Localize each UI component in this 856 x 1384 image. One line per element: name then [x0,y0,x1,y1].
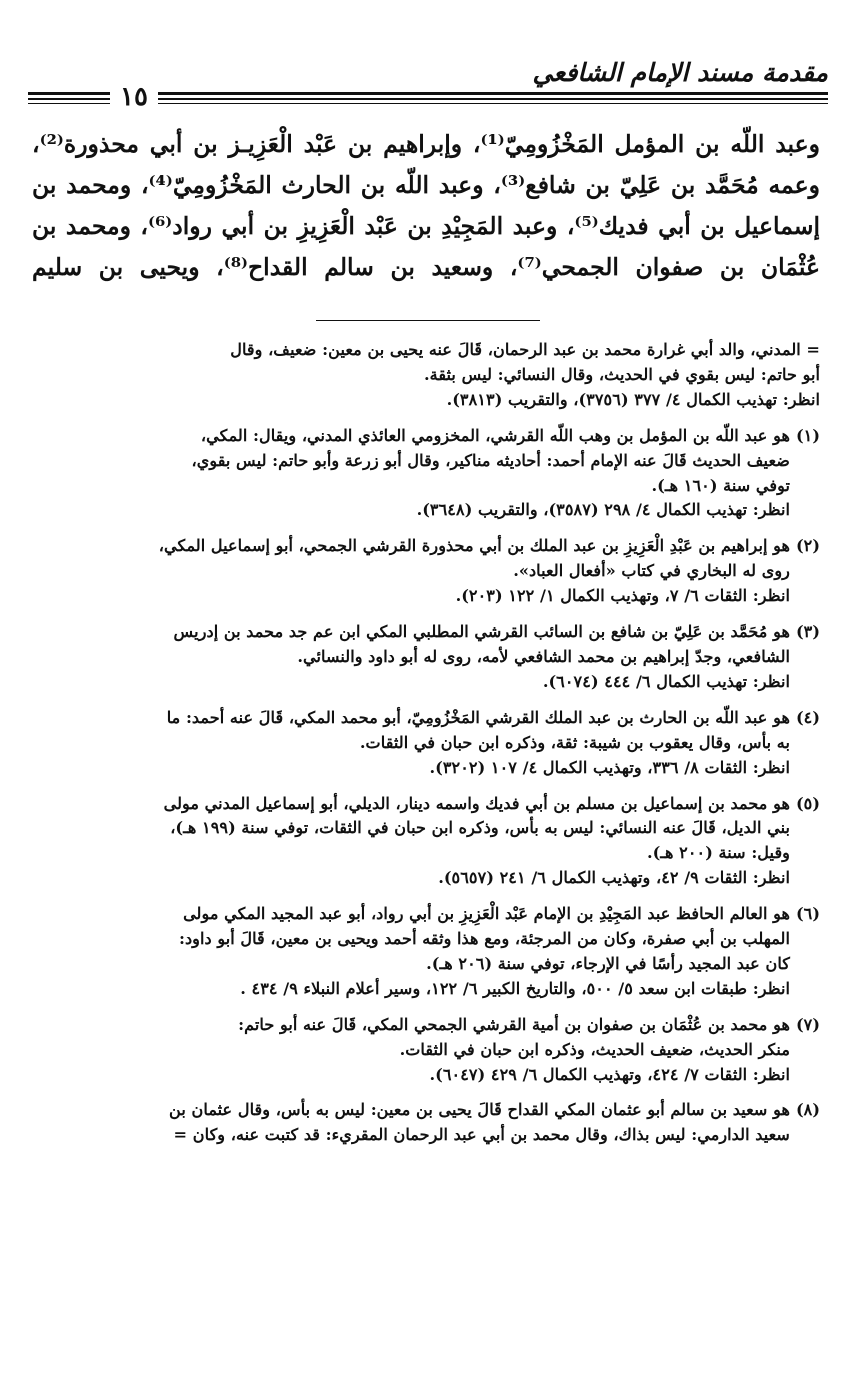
footnote-number: (٦) [795,904,820,924]
footnote-7 [32,1013,820,1088]
footnote-number: (٥) [795,793,820,813]
footnote-separator [316,320,540,321]
footnote-line: كان عبد المجيد رأسًا في الإرجاء، توفي سنة (٢٠٦ هـ). [426,953,790,973]
footnote-line: هو مُحَمَّد بن عَلِيّ بن شافع بن السائب القرشي المطلبي المكي ابن عم جد محمد بن إدريس [173,622,790,642]
footnote-6 [32,902,820,1002]
footnote-2 [32,534,820,609]
footnote-8 [32,1098,820,1148]
main-text [32,124,820,288]
main-text-line: عُثْمَان بن صفوان الجمحي⁽⁷⁾، وسعيد بن سالم القداح⁽⁸⁾، ويحيى بن سليم [32,253,821,281]
footnote-line: انظر: الثقات ٩/ ٤٢، وتهذيب الكمال ٦/ ٢٤١ (٥٦٥٧). [438,868,790,888]
footnote-line: أبو حاتم: ليس بقوي في الحديث، وقال النسائي: ليس بثقة. [424,364,820,384]
footnote-number: (٤) [795,707,820,727]
footnote-line: انظر: الثقات ٨/ ٣٣٦، وتهذيب الكمال ٤/ ١٠٧ (٣٢٠٢). [429,757,790,777]
main-text-line: إسماعيل بن أبي فديك⁽⁵⁾، وعبد المَجِيْدِ بن عَبْد الْعَزِيزِ بن أبي رواد⁽⁶⁾، ومحمد بن [32,212,821,240]
footnote-line: توفي سنة (١٦٠ هـ). [651,475,790,495]
footnote-continuation [32,338,820,413]
footnote-line: هو العالم الحافظ عبد المَجِيْدِ بن الإمام عَبْد الْعَزِيزِ بن أبي رواد، أبو عبد المجيد المكي مولى [183,904,790,924]
footnote-line: بني الديل، قَالَ عنه النسائي: ليس به بأس، وذكره ابن حبان في الثقات، توفي سنة (١٩٩ هـ)، [170,818,790,838]
footnote-line: روى له البخاري في كتاب «أفعال العباد». [513,561,790,581]
footnote-line: هو عبد اللّه بن المؤمل بن وهب اللّه القرشي، المخزومي العائذي المدني، ويقال: المكي، [200,425,790,445]
footnote-line: هو عبد اللّه بن الحارث بن عبد الملك القرشي المَخْزُومِيّ، أبو محمد المكي، قَالَ عنه أحمد: ما [166,707,790,727]
footnotes [32,338,820,1159]
footnote-5 [32,792,820,892]
main-text-line: وعمه مُحَمَّد بن عَلِيّ بن شافع⁽³⁾، وعبد اللّه بن الحارث المَخْزُومِيّ⁽⁴⁾، ومحمد بن [32,171,820,199]
footnote-line: منكر الحديث، ضعيف الحديث، وذكره ابن حبان في الثقات. [399,1039,790,1059]
footnote-number: (٨) [795,1100,820,1120]
footnote-line: هو محمد بن إسماعيل بن مسلم بن أبي فديك واسمه دينار، الديلي، أبو إسماعيل المدني مولى [163,793,790,813]
footnote-line: انظر: تهذيب الكمال ٤/ ٣٧٧ (٣٧٥٦)، والتقريب (٣٨١٣). [446,389,820,409]
footnote-number: (٣) [795,622,820,642]
footnote-line: انظر: الثقات ٦/ ٧، وتهذيب الكمال ١/ ١٢٢ (٢٠٣). [455,586,790,606]
footnote-1 [32,424,820,524]
footnote-line: هو محمد بن عُثْمَان بن صفوان بن أمية القرشي الجمحي المكي، قَالَ عنه أبو حاتم: [238,1014,790,1034]
footnote-line: هو إبراهيم بن عَبْدِ الْعَزِيزِ بن عبد الملك بن أبي محذورة القرشي الجمحي، أبو إسماعيل المكي، [158,536,790,556]
footnote-line: ضعيف الحديث قَالَ عنه الإمام أحمد: أحاديثه مناكير، وقال أبو زرعة وأبو حاتم: ليس بقوي، [191,450,790,470]
footnote-number: (١) [795,425,820,445]
footnote-line: هو سعيد بن سالم أبو عثمان المكي القداح قَالَ يحيى بن معين: ليس به بأس، وقال عثمان بن [169,1100,790,1120]
footnote-line: به بأس، وقال يعقوب بن شيبة: ثقة، وذكره ابن حبان في الثقات. [359,732,790,752]
footnote-3 [32,620,820,695]
footnote-line: سعيد الدارمي: ليس بذاك، وقال محمد بن أبي عبد الرحمان المقريء: قد كتبت عنه، وكان = [173,1125,790,1145]
footnote-line: الشافعي، وجدّ إبراهيم بن محمد الشافعي لأمه، روى له أبو داود والنسائي. [297,646,790,666]
page-number: ١٥ [110,82,158,112]
footnote-number: (٢) [795,536,820,556]
footnote-line: انظر: تهذيب الكمال ٦/ ٤٤٤ (٦٠٧٤). [542,671,790,691]
footnote-number: (٧) [795,1014,820,1034]
footnote-line: المهلب بن أبي صفرة، وكان من المرجئة، ومع هذا وثقه أحمد ويحيى بن معين، قَالَ أبو داود: [179,929,790,949]
footnote-line: = المدني، والد أبي غرارة محمد بن عبد الرحمان، قَالَ عنه يحيى بن معين: ضعيف، وقال [230,340,820,359]
main-text-line: وعبد اللّه بن المؤمل المَخْزُومِيّ⁽¹⁾، وإبراهيم بن عَبْد الْعَزِيـز بن أبي محذورة⁽²⁾، [32,130,820,158]
running-title: مقدمة مسند الإمام الشافعي [532,58,828,87]
footnote-line: وقيل: سنة (٢٠٠ هـ). [646,843,790,863]
footnote-line: انظر: طبقات ابن سعد ٥/ ٥٠٠، والتاريخ الكبير ٦/ ١٢٢، وسير أعلام النبلاء ٩/ ٤٣٤ . [240,978,790,998]
footnote-4 [32,706,820,781]
footnote-line: انظر: الثقات ٧/ ٤٢٤، وتهذيب الكمال ٦/ ٤٢٩ (٦٠٤٧). [429,1064,790,1084]
footnote-line: انظر: تهذيب الكمال ٤/ ٢٩٨ (٣٥٨٧)، والتقريب (٣٦٤٨). [416,500,790,520]
